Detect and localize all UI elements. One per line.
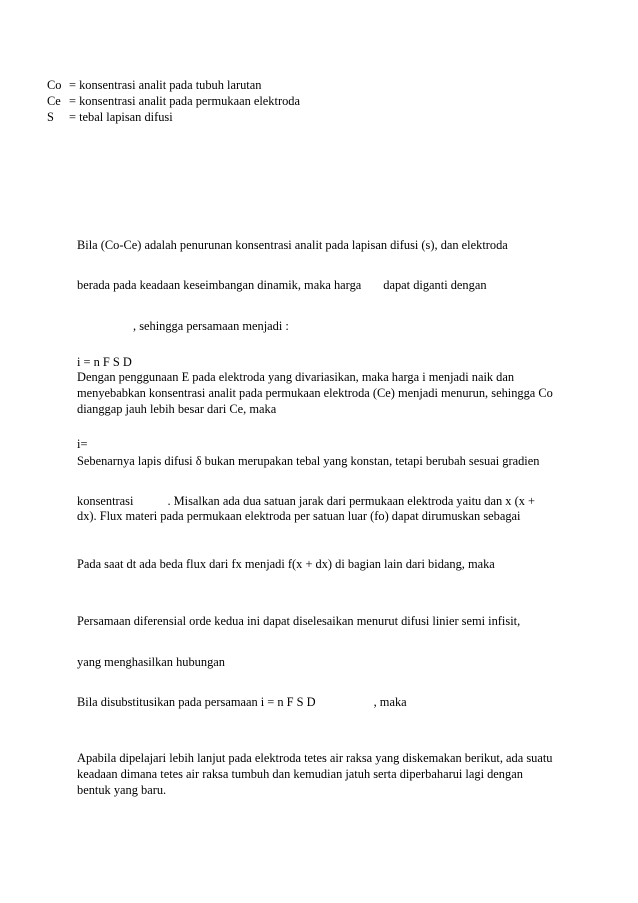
definition-symbol: Ce — [47, 94, 61, 108]
definition-ce — [47, 93, 300, 109]
definition-co — [47, 77, 261, 93]
paragraph-11: Apabila dipelajari lebih lanjut pada elektroda tetes air raksa yang diskemakan berikut, ada suatu keadaan dimana tetes air raksa tumbuh dan kemudian jatuh serta diperbaharui lagi dengan bentuk yang baru. — [77, 751, 553, 797]
paragraph-2-end: dapat diganti dengan — [383, 278, 487, 292]
paragraph-5: Sebenarnya lapis difusi δ bukan merupakan tebal yang konstan, tetapi berubah sesuai gradien — [77, 454, 540, 468]
definition-text: = konsentrasi analit pada permukaan elektroda — [69, 94, 300, 108]
paragraph-4: Dengan penggunaan E pada elektroda yang divariasikan, maka harga i menjadi naik dan menyebabkan konsentrasi analit pada permukaan elektroda (Ce) menjadi menurun, sehingga Co dianggap jauh lebih besar dari Ce, maka — [77, 370, 553, 416]
definition-s — [47, 109, 173, 125]
paragraph-3: , sehingga persamaan menjadi : — [133, 319, 289, 333]
paragraph-2-start: berada pada keadaan keseimbangan dinamik, maka harga — [77, 278, 362, 292]
paragraph-8: Persamaan diferensial orde kedua ini dapat diselesaikan menurut difusi linier semi infisit, — [77, 614, 521, 628]
equation-2: i= — [77, 437, 88, 451]
paragraph-10 — [77, 694, 577, 710]
paragraph-9: yang menghasilkan hubungan — [77, 655, 225, 669]
definition-text: = tebal lapisan difusi — [69, 110, 173, 124]
paragraph-2 — [77, 277, 577, 293]
definition-symbol: Co — [47, 78, 62, 92]
paragraph-1: Bila (Co-Ce) adalah penurunan konsentrasi analit pada lapisan difusi (s), dan elektroda — [77, 238, 508, 252]
paragraph-6-end: . Misalkan ada dua satuan jarak dari permukaan elektroda yaitu dan x (x + — [167, 494, 535, 508]
paragraph-6-start: konsentrasi — [77, 494, 134, 508]
equation-1: i = n F S D — [77, 355, 132, 369]
paragraph-10-start: Bila disubstitusikan pada persamaan i = n F S D — [77, 695, 316, 709]
paragraph-7: Pada saat dt ada beda flux dari fx menjadi f(x + dx) di bagian lain dari bidang, maka — [77, 557, 495, 571]
definition-text: = konsentrasi analit pada tubuh larutan — [69, 78, 262, 92]
paragraph-6 — [77, 493, 577, 509]
paragraph-6-line-2: dx). Flux materi pada permukaan elektroda per satuan luar (fo) dapat dirumuskan sebagai — [77, 509, 521, 523]
paragraph-10-end: , maka — [373, 695, 407, 709]
definition-symbol: S — [47, 110, 54, 124]
